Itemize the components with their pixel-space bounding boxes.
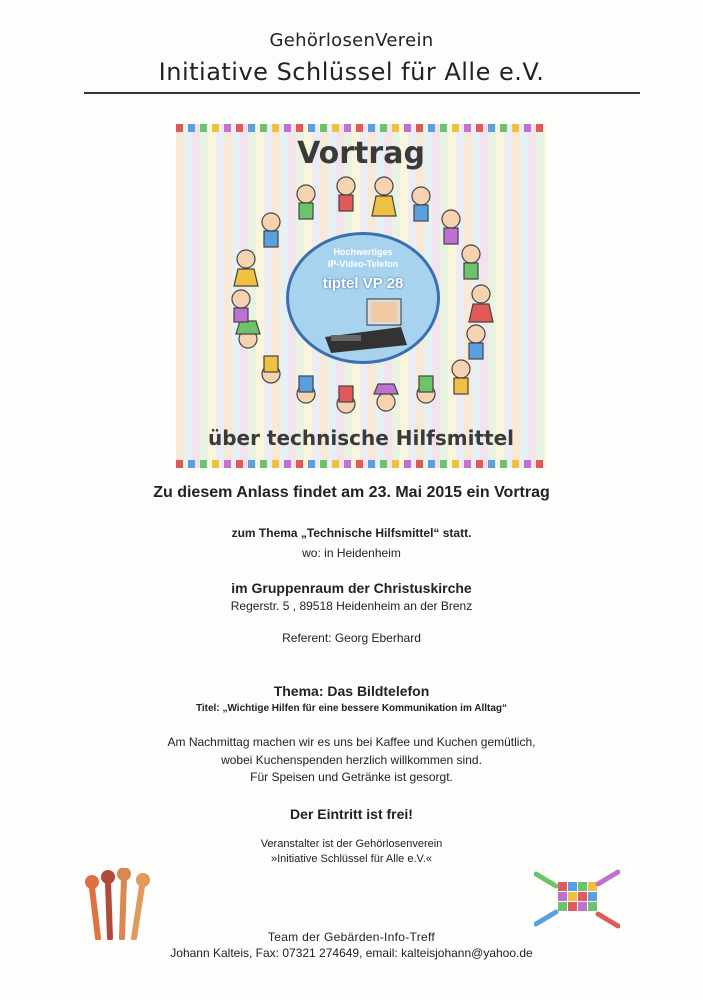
footer-contact: Johann Kalteis, Fax: 07321 274649, email: kalteisjohann@yahoo.de — [170, 946, 533, 960]
video-phone-icon — [289, 297, 437, 357]
puzzle-hands-icon — [534, 866, 620, 932]
poster-title: Vortrag — [297, 136, 425, 171]
event-theme: Thema: Das Bildtelefon — [273, 683, 430, 699]
poster-subtitle: über technische Hilfsmittel — [207, 426, 515, 450]
poster-image — [176, 124, 546, 468]
organizer-line-1: Veranstalter ist der Gehörlosenverein — [260, 838, 443, 850]
description-line-2: wobei Kuchenspenden herzlich willkommen sind. — [221, 753, 482, 767]
badge-line-1: Hochwertiges — [333, 247, 393, 257]
event-location: wo: in Heidenheim — [302, 546, 401, 560]
header-divider — [84, 92, 640, 94]
event-speaker: Referent: Georg Eberhard — [282, 631, 421, 645]
event-headline: Zu diesem Anlass findet am 23. Mai 2015 ein Vortrag — [153, 484, 550, 501]
kid-head-icon — [297, 185, 315, 203]
organizer-line-2: »Initiative Schlüssel für Alle e.V.« — [270, 853, 433, 865]
free-entry-notice: Der Eintritt ist frei! — [290, 806, 413, 822]
description-line-1: Am Nachmittag machen wir es uns bei Kaffee und Kuchen gemütlich, — [167, 735, 536, 749]
footer-team: Team der Gebärden-Info-Treff — [267, 930, 436, 944]
org-subtitle: GehörlosenVerein — [269, 30, 434, 51]
badge-line-2: IP-Video-Telefon — [327, 259, 399, 269]
badge-model: tiptel VP 28 — [322, 275, 404, 292]
event-title: Titel: „Wichtige Hilfen für eine bessere Kommunikation im Alltag“ — [195, 703, 508, 714]
video-phone-badge — [286, 232, 440, 364]
event-address: Regerstr. 5 , 89518 Heidenheim an der Brenz — [230, 599, 473, 613]
event-venue: im Gruppenraum der Christuskirche — [231, 580, 472, 596]
event-topic: zum Thema „Technische Hilfsmittel“ statt. — [231, 526, 472, 540]
description-line-3: Für Speisen und Getränke ist gesorgt. — [250, 770, 453, 784]
org-name: Initiative Schlüssel für Alle e.V. — [158, 58, 545, 86]
